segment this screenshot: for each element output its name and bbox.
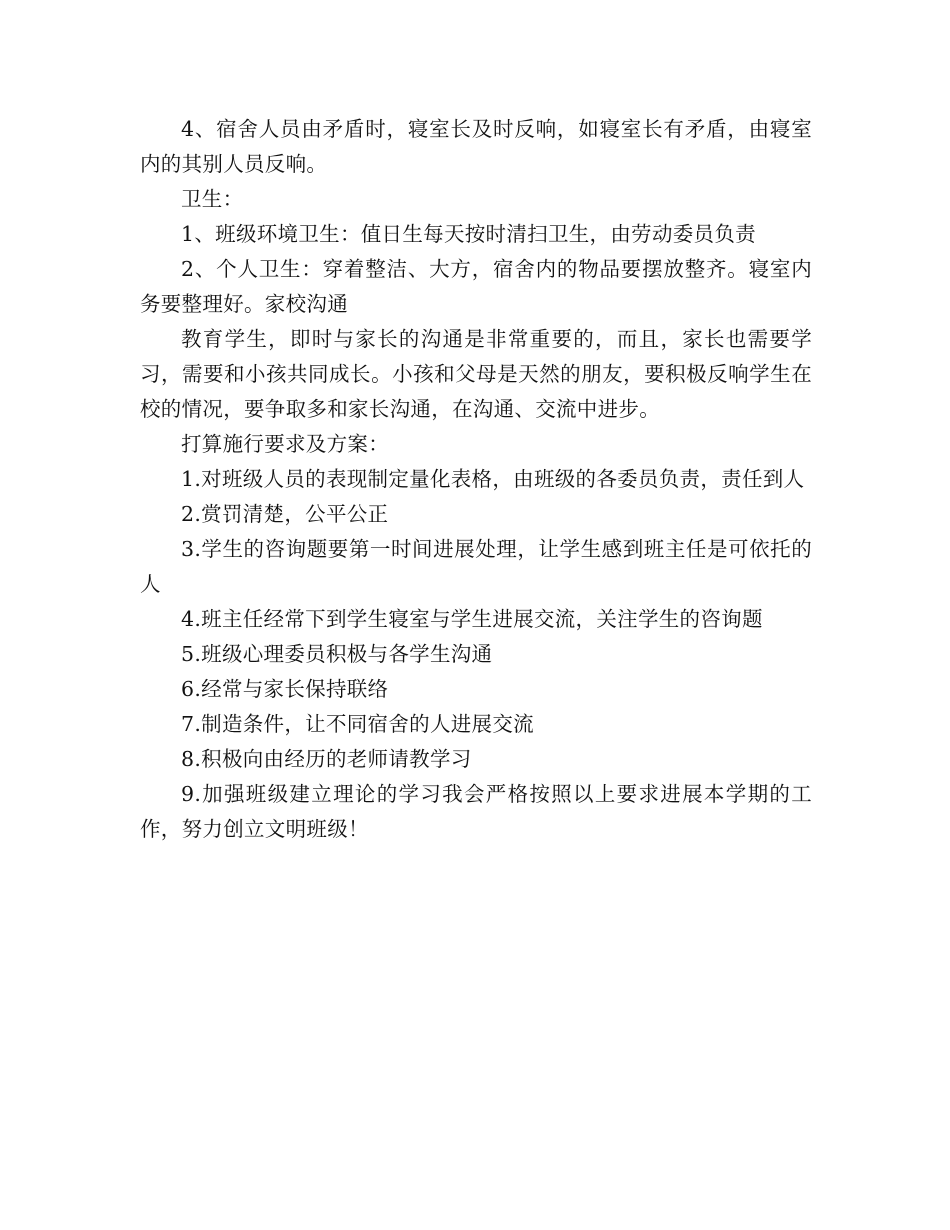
plan-item-2: 2.赏罚清楚，公平公正 (181, 502, 389, 526)
paragraph-class-hygiene: 1、班级环境卫生：值日生每天按时清扫卫生，由劳动委员负责 (181, 222, 756, 246)
plan-item-7: 7.制造条件，让不同宿舍的人进展交流 (181, 712, 534, 736)
plan-item-6: 6.经常与家长保持联络 (181, 677, 389, 701)
paragraph-dorm-conflict: 4、宿舍人员由矛盾时，寝室长及时反响，如寝室长有矛盾，由寝室内的其别人员反响。 (140, 117, 812, 176)
plan-item-9: 9.加强班级建立理论的学习我会严格按照以上要求进展本学期的工作，努力创立文明班级！ (140, 782, 812, 841)
plan-item-3: 3.学生的咨询题要第一时间进展处理，让学生感到班主任是可依托的人 (140, 537, 812, 596)
plan-item-1: 1.对班级人员的表现制定量化表格，由班级的各委员负责，责任到人 (181, 467, 805, 491)
document-body (140, 112, 812, 847)
plan-item-5: 5.班级心理委员积极与各学生沟通 (181, 642, 493, 666)
heading-hygiene: 卫生： (181, 187, 244, 211)
heading-plan: 打算施行要求及方案： (181, 432, 389, 456)
plan-item-4: 4.班主任经常下到学生寝室与学生进展交流，关注学生的咨询题 (181, 607, 763, 631)
paragraph-personal-hygiene: 2、个人卫生：穿着整洁、大方，宿舍内的物品要摆放整齐。寝室内务要整理好。家校沟通 (140, 257, 812, 316)
plan-item-8: 8.积极向由经历的老师请教学习 (181, 747, 472, 771)
paragraph-home-school: 教育学生，即时与家长的沟通是非常重要的，而且，家长也需要学习，需要和小孩共同成长。小孩和父母是天然的朋友，要积极反响学生在校的情况，要争取多和家长沟通，在沟通、交流中进步。 (140, 327, 812, 421)
